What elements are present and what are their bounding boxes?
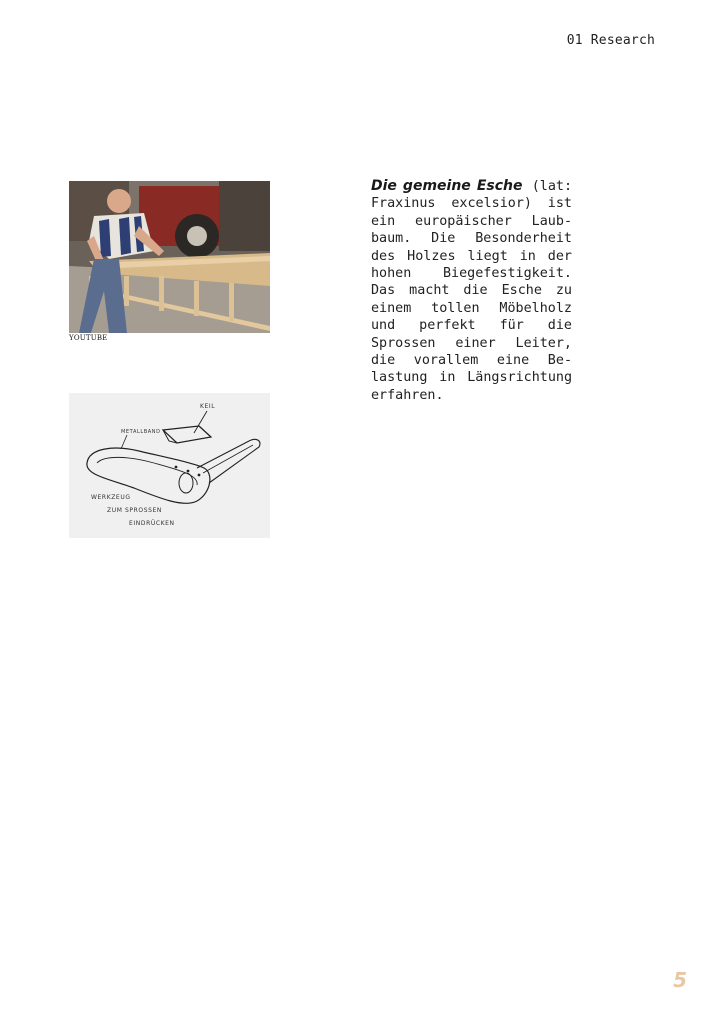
sketch-label-zum: ZUM SPROSSEN	[107, 507, 163, 514]
body-paragraph	[371, 178, 572, 404]
sketch-label-keil: KEIL	[200, 403, 216, 410]
photo-man-building-ladder-icon	[69, 181, 270, 333]
sketch-label-eindruecken: EINDRÜCKEN	[129, 520, 175, 527]
body-text: (lat: Fraxinus excelsior) ist ein europäischer Laubbaum. Die Besonderheit des Holzes liegt in der hohen Biegefestigkeit. Das macht die Esche zu einem tollen Möbelholz und perfekt für die Sprossen einer Leiter, die vorallem eine Belastung in Längsrichtung erfahren.	[371, 179, 573, 403]
sketch-ladder-tool-icon	[69, 393, 270, 538]
sketch-label-werkzeug: WERKZEUG	[91, 494, 131, 501]
lead-term: Die gemeine Esche	[371, 178, 523, 194]
page-number: 5	[673, 968, 687, 992]
section-label: 01 Research	[566, 33, 655, 48]
sketch-label-metal: METALLBAND	[121, 429, 161, 435]
sketch-ladder-tool	[69, 393, 270, 538]
photo-credit: YOUTUBE	[69, 334, 108, 342]
photo-man-building-ladder	[69, 181, 270, 333]
